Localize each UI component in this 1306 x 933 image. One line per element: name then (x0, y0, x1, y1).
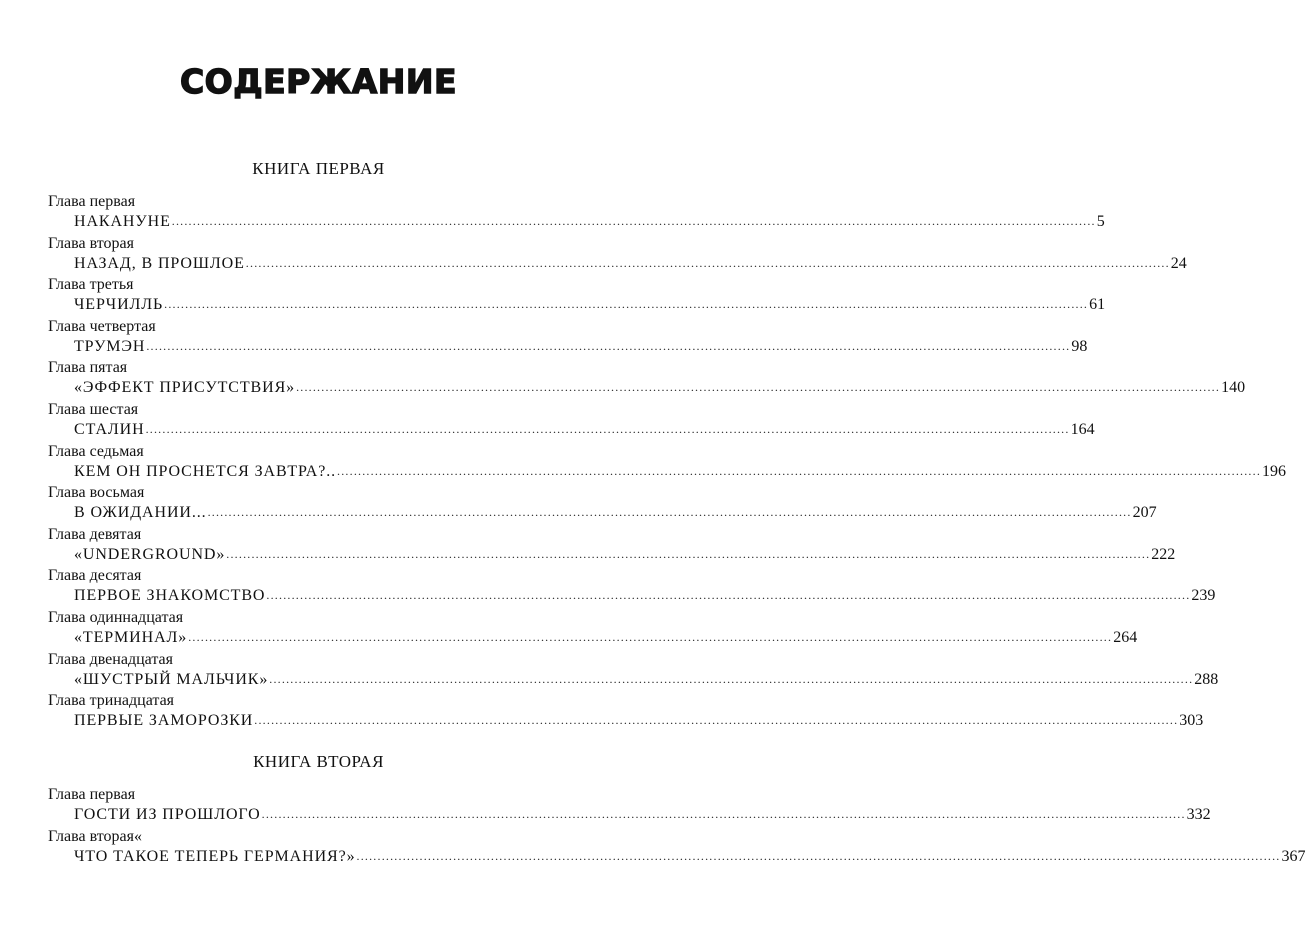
page-title: СОДЕРЖАНИЕ (179, 62, 458, 101)
toc-line (74, 846, 1306, 868)
toc-line (74, 211, 1105, 233)
chapter-label: Глава четвертая (48, 317, 156, 335)
page-number: 98 (1071, 337, 1088, 355)
book-two-heading: КНИГА ВТОРАЯ (253, 752, 384, 771)
chapter-label: Глава тринадцатая (48, 692, 175, 710)
dot-leader: ............................................................................................................................................................................................................................ (164, 297, 1089, 312)
page-number: 196 (1262, 462, 1287, 480)
chapter-title: НАЗАД, В ПРОШЛОЕ (74, 254, 245, 272)
dot-leader: ............................................................................................................................................................................................................................ (245, 255, 1170, 270)
chapter-title: «UNDERGROUND» (74, 545, 226, 563)
book-one-toc (48, 192, 1287, 733)
chapter-label: Глава седьмая (48, 442, 144, 460)
dot-leader: ............................................................................................................................................................................................................................ (171, 214, 1096, 228)
page-number: 332 (1186, 806, 1211, 823)
toc-entry (48, 317, 1088, 359)
page-number: 288 (1194, 670, 1219, 688)
dot-leader: ............................................................................................................................................................................................................................ (337, 463, 1262, 478)
chapter-label: Глава вторая (48, 234, 134, 252)
toc-entry (48, 275, 1106, 317)
page-number: 24 (1170, 254, 1187, 272)
dot-leader: ............................................................................................................................................................................................................................ (254, 713, 1179, 728)
page-number: 264 (1113, 628, 1138, 646)
toc-entry (48, 400, 1095, 442)
toc-line (74, 710, 1204, 732)
toc-line (74, 419, 1095, 441)
toc-entry (48, 358, 1246, 400)
chapter-label: Глава девятая (48, 525, 142, 543)
dot-leader: ............................................................................................................................................................................................................................ (145, 421, 1070, 436)
chapter-title: НАКАНУНЕ (74, 213, 171, 230)
chapter-title: ПЕРВОЕ ЗНАКОМСТВО (74, 587, 266, 605)
chapter-label: Глава одиннадцатая (48, 608, 184, 626)
chapter-title: В ОЖИДАНИИ... (74, 504, 207, 522)
book-two-toc (48, 785, 1306, 868)
chapter-label: Глава шестая (48, 400, 139, 418)
toc-line (74, 461, 1287, 483)
toc-line (74, 377, 1246, 399)
toc-line (74, 544, 1176, 566)
toc-entry (48, 192, 1105, 234)
toc-entry (48, 785, 1211, 827)
dot-leader: ............................................................................................................................................................................................................................ (269, 671, 1194, 686)
chapter-label: Глава двенадцатая (48, 650, 173, 668)
toc-line (74, 804, 1211, 826)
page-number: 61 (1089, 296, 1106, 314)
chapter-title: КЕМ ОН ПРОСНЕТСЯ ЗАВТРА?.. (74, 462, 337, 480)
chapter-label: Глава вторая« (48, 827, 142, 845)
chapter-title: «ЭФФЕКТ ПРИСУТСТВИЯ» (74, 379, 296, 397)
toc-entry (48, 691, 1204, 733)
chapter-title: ЧЕРЧИЛЛЬ (74, 296, 164, 314)
page-number: 164 (1070, 420, 1095, 438)
toc-line (74, 585, 1216, 607)
toc-entry (48, 650, 1219, 692)
toc-line (74, 627, 1138, 649)
chapter-label: Глава десятая (48, 567, 142, 585)
dot-leader: ............................................................................................................................................................................................................................ (207, 505, 1132, 520)
dot-leader: ............................................................................................................................................................................................................................ (188, 629, 1113, 644)
toc-entry (48, 483, 1157, 525)
toc-entry (48, 827, 1306, 869)
toc-line (74, 336, 1088, 358)
dot-leader: ............................................................................................................................................................................................................................ (296, 380, 1221, 395)
chapter-title: ГОСТИ ИЗ ПРОШЛОГО (74, 806, 261, 823)
toc-line (74, 294, 1106, 316)
page-number: 222 (1151, 545, 1176, 563)
book-one-heading: КНИГА ПЕРВАЯ (252, 159, 385, 178)
dot-leader: ............................................................................................................................................................................................................................ (146, 338, 1071, 353)
chapter-label: Глава восьмая (48, 484, 145, 502)
dot-leader: ............................................................................................................................................................................................................................ (261, 807, 1186, 821)
dot-leader: ............................................................................................................................................................................................................................ (356, 848, 1281, 863)
toc-line (74, 253, 1187, 275)
toc-entry (48, 608, 1138, 650)
page-number: 5 (1096, 213, 1105, 230)
page-number: 303 (1179, 712, 1204, 730)
chapter-label: Глава первая (48, 786, 136, 803)
page-number: 207 (1132, 504, 1157, 522)
page-number: 367 (1281, 847, 1306, 865)
chapter-title: «ТЕРМИНАЛ» (74, 628, 188, 646)
page-number: 140 (1221, 379, 1246, 397)
dot-leader: ............................................................................................................................................................................................................................ (226, 546, 1151, 561)
chapter-title: СТАЛИН (74, 420, 145, 438)
toc-line (74, 669, 1219, 691)
chapter-label: Глава первая (48, 193, 136, 210)
toc-entry (48, 442, 1287, 484)
chapter-title: «ШУСТРЫЙ МАЛЬЧИК» (74, 670, 269, 688)
chapter-label: Глава третья (48, 276, 134, 294)
toc-entry (48, 234, 1187, 276)
toc-entry (48, 566, 1216, 608)
toc-line (74, 502, 1157, 524)
page-number: 239 (1191, 587, 1216, 605)
chapter-label: Глава пятая (48, 359, 128, 377)
chapter-title: ТРУМЭН (74, 337, 146, 355)
toc-entry (48, 525, 1176, 567)
chapter-title: ЧТО ТАКОЕ ТЕПЕРЬ ГЕРМАНИЯ?» (74, 847, 356, 865)
dot-leader: ............................................................................................................................................................................................................................ (266, 588, 1191, 603)
chapter-title: ПЕРВЫЕ ЗАМОРОЗКИ (74, 712, 254, 730)
